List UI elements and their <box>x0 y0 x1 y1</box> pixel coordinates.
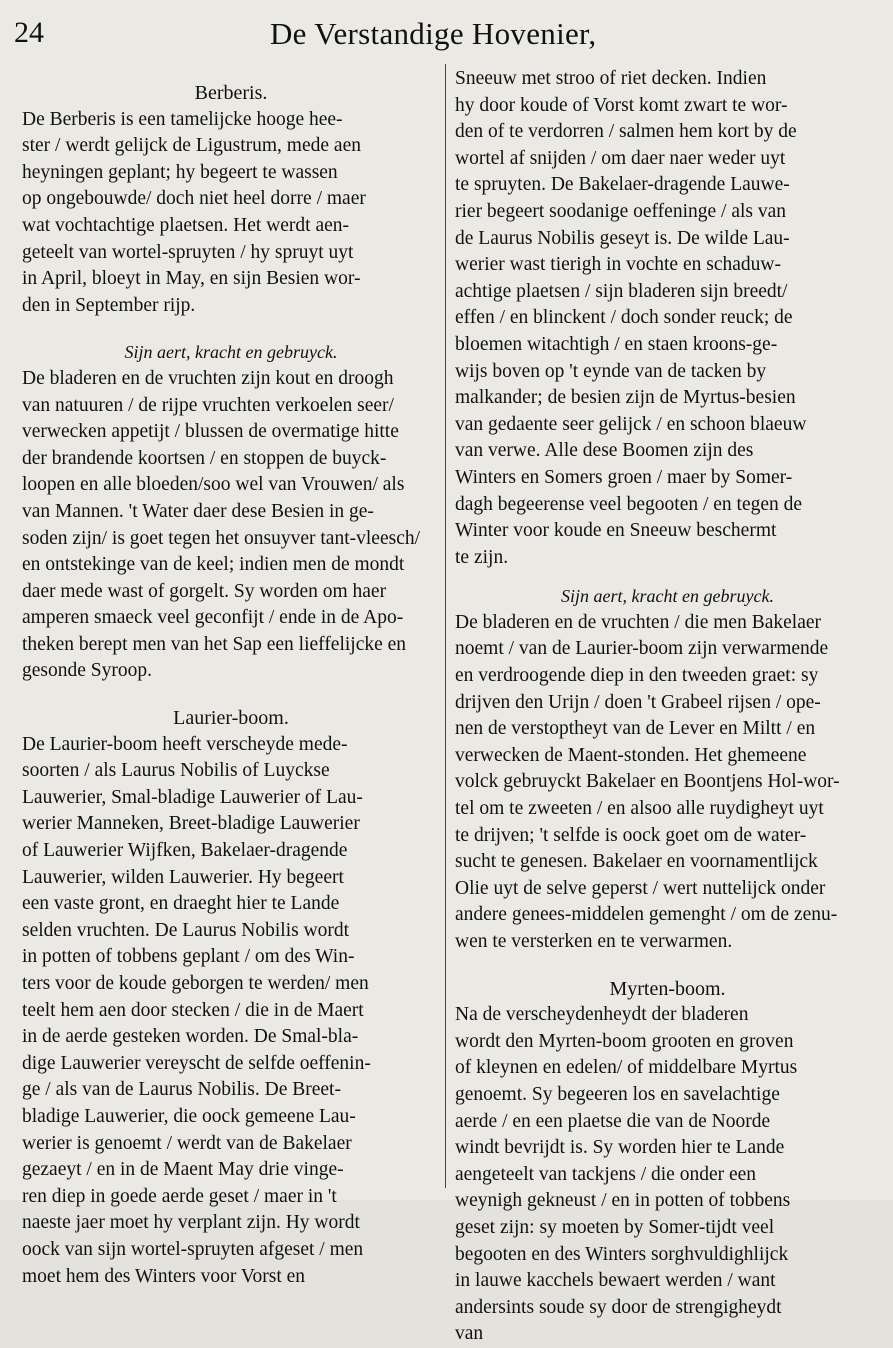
running-title: De Verstandige Hovenier, <box>270 16 597 51</box>
text-line: daer mede wast of gorgelt. Sy worden om haer <box>22 580 387 602</box>
text-line: geset zijn: sy moeten by Somer-tijdt veel <box>455 1216 775 1238</box>
text-line: werier wast tierigh in vochte en schaduw- <box>455 254 781 276</box>
text-line: bladige Lauwerier, die oock gemeene Lau- <box>22 1105 356 1127</box>
text-line: amperen smaeck veel geconfijt / ende in de Apo- <box>22 607 404 629</box>
paragraph-laurier-properties <box>455 610 880 956</box>
text-line: in potten of tobbens geplant / om des Win- <box>22 946 355 968</box>
text-line: begooten en des Winters sorghvuldighlijck <box>455 1243 789 1265</box>
text-line: malkander; de besien zijn de Myrtus-besien <box>455 387 796 409</box>
text-line: en verdroogende diep in den tweeden graet: sy <box>455 665 819 687</box>
text-line: nen de verstoptheyt van de Lever en Miltt / en <box>455 718 816 740</box>
text-line: De Berberis is een tamelijcke hooge hee- <box>22 108 343 130</box>
text-line: Na de verscheydenheydt der bladeren <box>455 1004 749 1026</box>
paragraph-berberis <box>22 107 440 320</box>
text-line: naeste jaer moet hy verplant zijn. Hy wordt <box>22 1212 360 1234</box>
text-line: moet hem des Winters voor Vorst en <box>22 1265 306 1287</box>
text-line: Lauwerier, Smal-bladige Lauwerier of Lau- <box>22 786 363 808</box>
text-line: heyningen geplant; hy begeert te wassen <box>22 161 338 183</box>
text-line: volck gebruyckt Bakelaer en Boontjens Hol-wor- <box>455 771 840 793</box>
text-line: De bladeren en de vruchten / die men Bakelaer <box>455 611 821 633</box>
subheading-berberis-properties: Sijn aert, kracht en gebruyck. <box>124 342 338 363</box>
text-line: een vaste gront, en draeght hier te Lande <box>22 893 340 915</box>
text-line: te zijn. <box>455 546 509 568</box>
paragraph-laurier <box>22 732 440 1290</box>
page-header <box>0 0 893 58</box>
text-line: van gedaente seer gelijck / en schoon blaeuw <box>455 413 807 435</box>
text-line: achtige plaetsen / sijn bladeren sijn breedt/ <box>455 280 788 302</box>
text-line: genoemt. Sy begeeren los en savelachtige <box>455 1083 780 1105</box>
text-line: op ongebouwde/ doch niet heel dorre / maer <box>22 188 366 210</box>
section-heading-myrten: Myrten-boom. <box>609 977 726 1000</box>
text-line: Winters en Somers groen / maer by Somer- <box>455 466 793 488</box>
paragraph-laurier-continued <box>455 66 880 571</box>
text-line: verwecken de Maent-stonden. Het ghemeene <box>455 744 807 766</box>
text-line: aengeteelt van tackjens / die onder een <box>455 1163 757 1185</box>
text-line: der brandende koortsen / en stoppen de buyck- <box>22 447 387 469</box>
section-heading-laurier: Laurier-boom. <box>173 707 289 730</box>
text-line: gesonde Syroop. <box>22 660 152 682</box>
text-line: soden zijn/ is goet tegen het onsuyver tant-vleesch/ <box>22 527 421 549</box>
text-line: wijs boven op 't eynde van de tacken by <box>455 360 767 382</box>
text-line: teelt hem aen door stecken / die in de Maert <box>22 999 364 1021</box>
text-line: wat vochtachtige plaetsen. Het werdt aen- <box>22 214 350 236</box>
text-line: rier begeert soodanige oeffeninge / als van <box>455 200 787 222</box>
text-line: Winter voor koude en Sneeuw beschermt <box>455 520 777 542</box>
text-line: bloemen witachtigh / en staen kroons-ge- <box>455 333 778 355</box>
text-line: van natuuren / de rijpe vruchten verkoelen seer/ <box>22 394 394 416</box>
text-line: of kleynen en edelen/ of middelbare Myrtus <box>455 1057 798 1079</box>
text-line: geteelt van wortel-spruyten / hy spruyt uyt <box>22 241 354 263</box>
text-line: wortel af snijden / om daer naer weder uyt <box>455 147 786 169</box>
text-line: oock van sijn wortel-spruyten afgeset / men <box>22 1238 364 1260</box>
right-column <box>455 66 880 1345</box>
text-line: drijven den Urijn / doen 't Grabeel rijsen / ope- <box>455 691 821 713</box>
paragraph-myrten <box>455 1002 880 1348</box>
text-line: en ontstekinge van de keel; indien men de mondt <box>22 554 405 576</box>
text-line: ters voor de koude geborgen te werden/ men <box>22 973 369 994</box>
text-line: dige Lauwerier vereyscht de selfde oeffenin- <box>22 1052 371 1074</box>
text-line: gezaeyt / en in de Maent May drie vinge- <box>22 1159 344 1181</box>
text-line: dagh begeerense veel begooten / en tegen de <box>455 493 803 515</box>
text-line: of Lauwerier Wijfken, Bakelaer-dragende <box>22 840 348 862</box>
text-line: Lauwerier, wilden Lauwerier. Hy begeert <box>22 866 344 888</box>
section-heading-berberis: Berberis. <box>194 82 268 104</box>
text-line: effen / en blinckent / doch sonder reuck; de <box>455 307 793 329</box>
text-line: noemt / van de Laurier-boom zijn verwarmende <box>455 638 829 660</box>
text-line: de Laurus Nobilis geseyt is. De wilde Lau- <box>455 227 790 249</box>
text-line: loopen en alle bloeden/soo wel van Vrouwen/ als <box>22 474 405 496</box>
text-line: in lauwe kacchels bewaert werden / want <box>455 1270 776 1292</box>
text-line: aerde / en een plaetse die van de Noorde <box>455 1110 771 1132</box>
text-line: wordt den Myrten-boom grooten en groven <box>455 1030 794 1052</box>
text-line: van <box>455 1323 484 1345</box>
text-line: ren diep in goede aerde geset / maer in 't <box>22 1185 337 1207</box>
text-line: tel om te zweeten / en alsoo alle ruydigheyt uyt <box>455 798 824 820</box>
text-line: ge / als van de Laurus Nobilis. De Breet- <box>22 1079 341 1101</box>
text-line: De bladeren en de vruchten zijn kout en droogh <box>22 367 394 389</box>
text-line: van verwe. Alle dese Boomen zijn des <box>455 440 754 462</box>
text-line: te drijven; 't selfde is oock goet om de water- <box>455 824 807 846</box>
text-line: den in September rijp. <box>22 294 196 316</box>
text-line: in April, bloeyt in May, en sijn Besien wor- <box>22 268 361 290</box>
text-line: van Mannen. 't Water daer dese Besien in ge- <box>22 500 374 522</box>
text-line: weynigh gekneust / en in potten of tobbens <box>455 1190 791 1212</box>
text-line: verwecken appetijt / blussen de overmatige hitte <box>22 421 399 443</box>
text-line: ster / werdt gelijck de Ligustrum, mede aen <box>22 135 361 157</box>
text-line: theken berept men van het Sap een lieffelijcke en <box>22 633 407 655</box>
text-line: Sneeuw met stroo of riet decken. Indien <box>455 68 767 89</box>
text-line: in de aerde gesteken worden. De Smal-bla- <box>22 1026 359 1048</box>
text-line: sucht te genesen. Bakelaer en voornamentlijck <box>455 851 818 873</box>
text-line: Olie uyt de selve geperst / wert nuttelijck onder <box>455 877 826 899</box>
page-number: 24 <box>14 16 44 49</box>
left-column <box>22 66 440 1287</box>
text-line: andere genees-middelen gemenght / om de zenu- <box>455 904 838 926</box>
text-line: soorten / als Laurus Nobilis of Luyckse <box>22 760 330 782</box>
text-line: andersints soude sy door de strengigheydt <box>455 1296 782 1318</box>
text-line: windt bevrijdt is. Sy worden hier te Lande <box>455 1137 785 1159</box>
paragraph-berberis-properties <box>22 366 440 685</box>
column-divider <box>445 64 446 1188</box>
text-line: werier is genoemt / werdt van de Bakelaer <box>22 1132 352 1154</box>
subheading-laurier-properties: Sijn aert, kracht en gebruyck. <box>561 586 774 607</box>
text-line: te spruyten. De Bakelaer-dragende Lauwe- <box>455 174 790 196</box>
text-line: De Laurier-boom heeft verscheyde mede- <box>22 733 348 755</box>
text-line: den of te verdorren / salmen hem kort by de <box>455 121 797 143</box>
text-line: wen te versterken en te verwarmen. <box>455 931 733 952</box>
text-line: selden vruchten. De Laurus Nobilis wordt <box>22 919 350 941</box>
text-line: hy door koude of Vorst komt zwart te wor- <box>455 94 788 116</box>
text-line: werier Manneken, Breet-bladige Lauwerier <box>22 813 360 835</box>
